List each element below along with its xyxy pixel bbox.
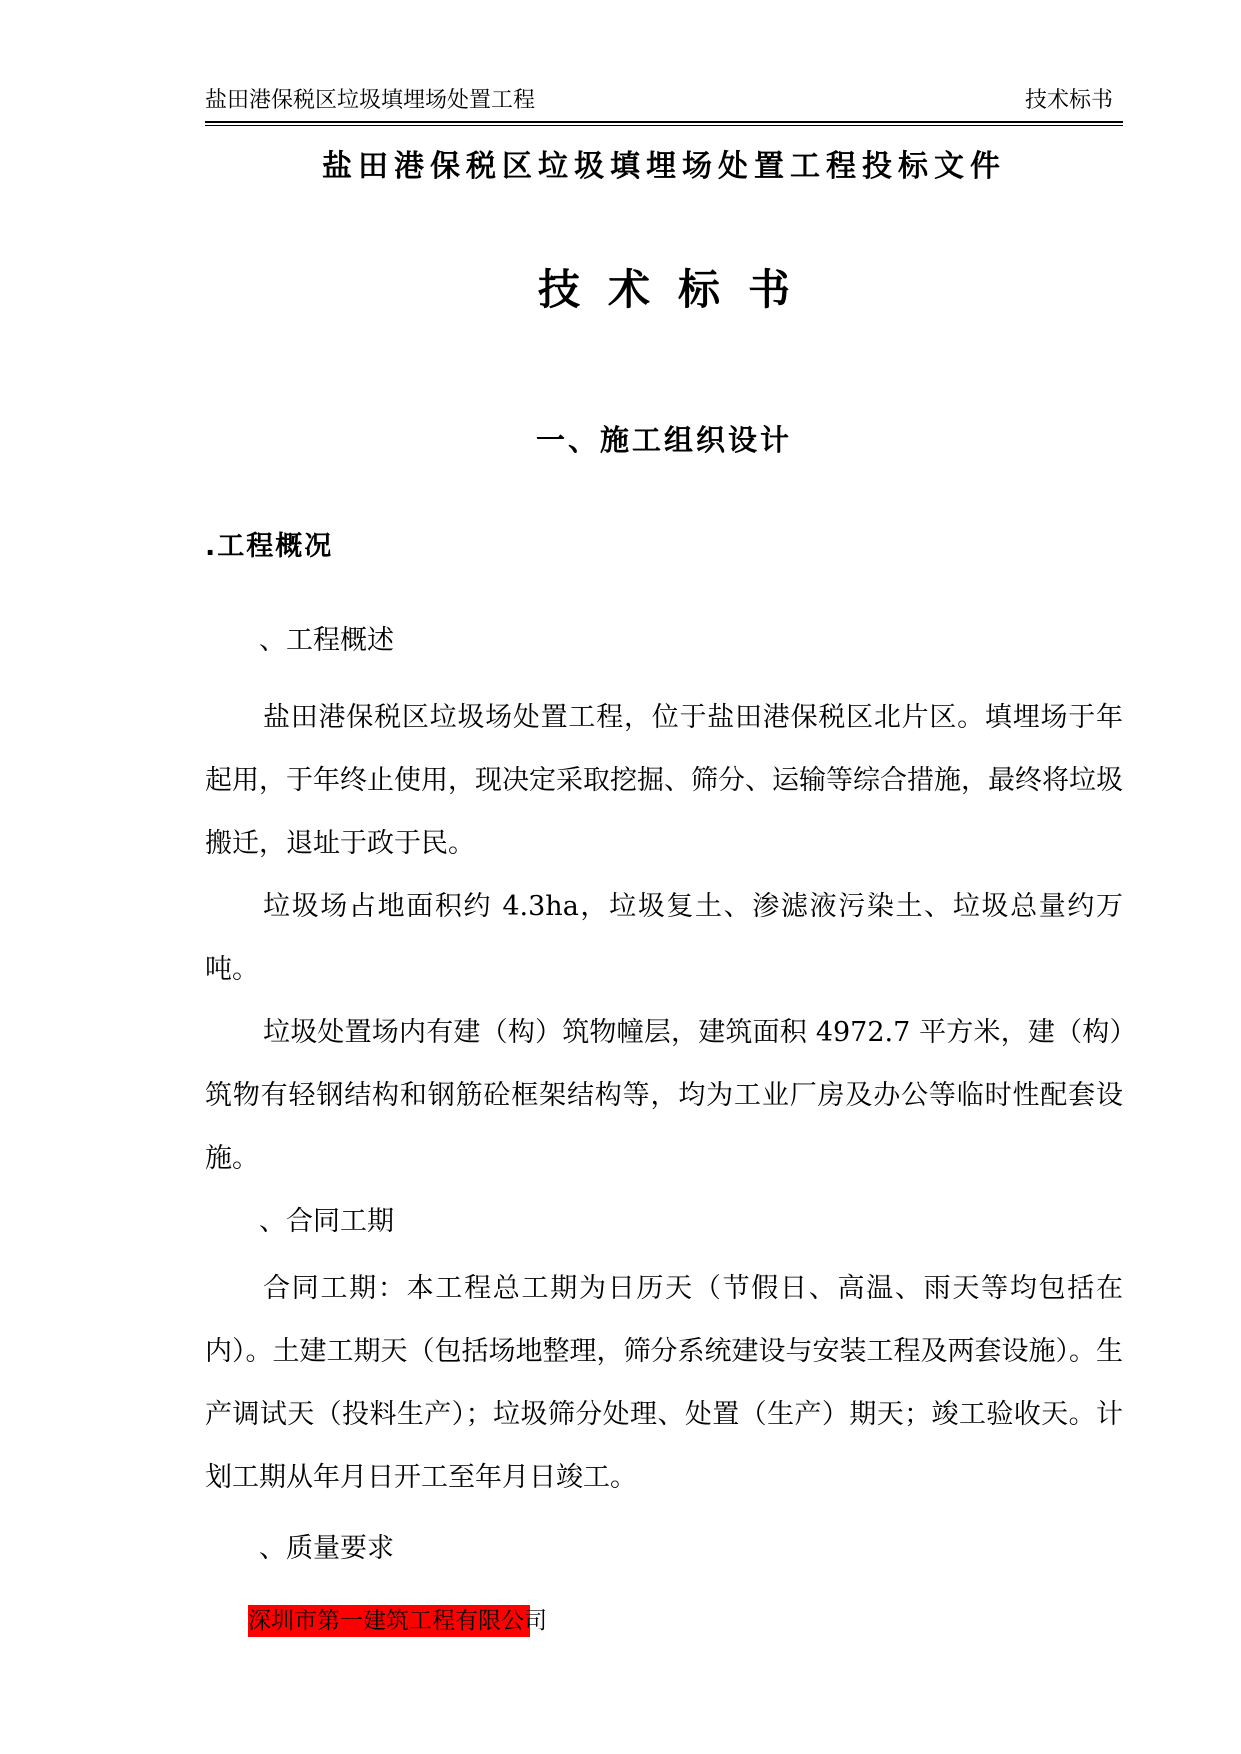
paragraph-buildings: 垃圾处置场内有建（构）筑物幢层，建筑面积 4972.7 平方米，建（构）筑物有轻钢结构和钢筋砼框架结构等，均为工业厂房及办公等临时性配套设施。 [205, 1017, 1123, 1174]
company-footer-label: 深圳市第一建筑工程有限公司 [248, 1605, 530, 1637]
paragraph-contract-period: 合同工期：本工程总工期为日历天（节假日、高温、雨天等均包括在内）。土建工期天（包括场地整理，筛分系统建设与安装工程及两套设施）。生产调试天（投料生产）；垃圾筛分处理、处置（生产）期天；竣工验收天。计划工期从年月日开工至年月日竣工。 [205, 1273, 1123, 1493]
main-title: 技术标书 [537, 265, 818, 314]
subheading-quality: 、质量要求 [259, 1533, 394, 1564]
paragraph-area: 垃圾场占地面积约 4.3ha，垃圾复土、渗滤液污染土、垃圾总量约万吨。 [205, 891, 1123, 985]
document-title: 盐田港保税区垃圾填埋场处置工程投标文件 [322, 149, 1006, 184]
document-body [205, 621, 1123, 1569]
subheading-overview: 、工程概述 [259, 625, 394, 656]
paragraph-location: 盐田港保税区垃圾场处置工程，位于盐田港保税区北片区。填埋场于年起用，于年终止使用，现决定采取挖掘、筛分、运输等综合措施，最终将垃圾搬迁，退址于政于民。 [205, 702, 1123, 859]
header-rule-thin [205, 125, 1123, 126]
subheading-contract-period: 、合同工期 [259, 1206, 394, 1237]
section-title: 一、施工组织设计 [535, 423, 792, 457]
chapter-title: .工程概况 [205, 531, 334, 562]
page-header [205, 86, 1123, 126]
header-project-name: 盐田港保税区垃圾填埋场处置工程 [205, 88, 536, 113]
header-doc-type: 技术标书 [1024, 88, 1113, 113]
header-rule [205, 121, 1123, 123]
